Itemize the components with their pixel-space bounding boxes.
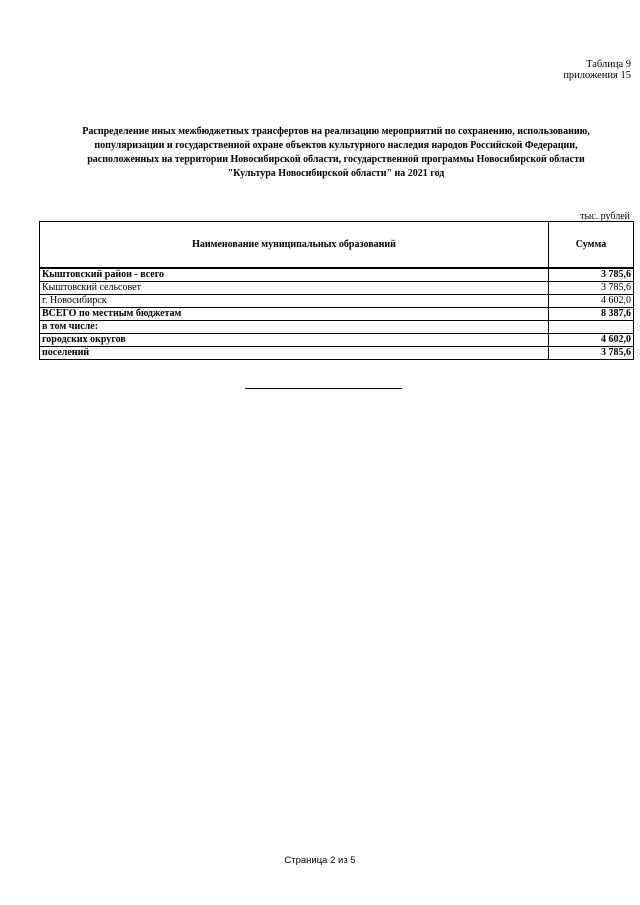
table-row (40, 268, 634, 282)
row-name: поселений (40, 347, 549, 360)
title-line: расположенных на территории Новосибирской области, государственной программы Новосибирской области (87, 154, 585, 165)
column-header-name: Наименование муниципальных образований (40, 222, 549, 269)
column-header-sum: Сумма (549, 222, 634, 269)
end-divider (245, 388, 402, 389)
page-number: Страница 2 из 5 (284, 855, 356, 866)
row-name: ВСЕГО по местным бюджетам (40, 308, 549, 321)
row-sum: 4 602,0 (549, 334, 634, 347)
table-row (40, 321, 634, 334)
row-sum: 3 785,6 (549, 282, 634, 295)
row-sum: 3 785,6 (549, 347, 634, 360)
row-name: Кыштовский район - всего (40, 268, 549, 282)
table-row (40, 295, 634, 308)
table-row (40, 334, 634, 347)
row-sum: 8 387,6 (549, 308, 634, 321)
row-name: городских округов (40, 334, 549, 347)
row-name: в том числе: (40, 321, 549, 334)
units-label: тыс. рублей (580, 211, 630, 222)
row-sum: 3 785,6 (549, 268, 634, 282)
title-line: популяризации и государственной охране объектов культурного наследия народов Российской Федерации, (94, 140, 578, 151)
table-reference (563, 59, 631, 81)
row-name: Кыштовский сельсовет (40, 282, 549, 295)
table-header-row (40, 222, 634, 269)
row-name: г. Новосибирск (40, 295, 549, 308)
title-line: "Культура Новосибирской области" на 2021 год (227, 168, 445, 179)
row-sum (549, 321, 634, 334)
table-row (40, 282, 634, 295)
table-number: Таблица 9 (586, 59, 631, 70)
appendix-number: приложения 15 (563, 70, 631, 81)
row-sum: 4 602,0 (549, 295, 634, 308)
document-title (40, 125, 632, 181)
transfers-table (39, 221, 634, 360)
table-row (40, 347, 634, 360)
table-row (40, 308, 634, 321)
title-line: Распределение иных межбюджетных трансфертов на реализацию мероприятий по сохранению, использованию, (82, 126, 590, 137)
